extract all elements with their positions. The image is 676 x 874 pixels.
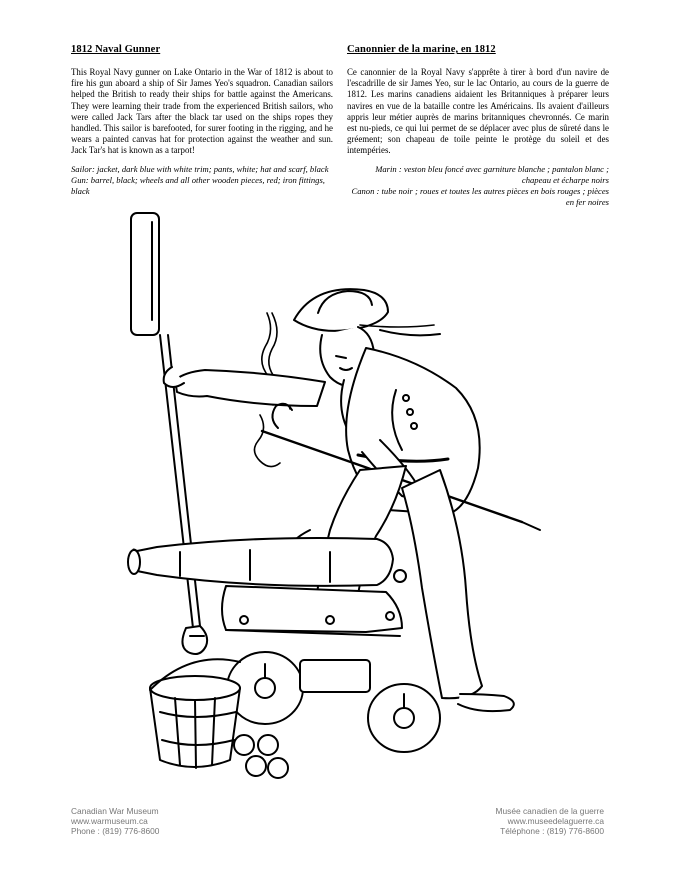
english-body-text: This Royal Navy gunner on Lake Ontario in the War of 1812 is about to fire his gun aboard a ship of Sir James Yeo's squadron. Canadian sailors helped the British to ready their ships for battle against the Americans. They were learning their trade from the experienced British sailors, who were called Jack Tars after the black tar used on the ships ropes they handled. This sailor is barefooted, for surer footing in the rigging, and he wears a painted canvas hat for protection against the weather and sun. Jack Tar's hat is known as a tarpot! [71,67,333,156]
rammer-staff [131,213,207,654]
museum-phone-en: Phone : (819) 776-8600 [71,826,160,836]
english-title: 1812 Naval Gunner [71,44,161,55]
sailor [164,289,540,711]
french-title: Canonnier de la marine, en 1812 [347,44,496,55]
museum-url-en[interactable]: www.warmuseum.ca [71,816,148,826]
footer-english [71,806,159,836]
french-sailor-colors: Marin : veston bleu foncé avec garniture blanche ; pantalon blanc ; chapeau et écharpe noirs [375,163,609,185]
museum-phone-fr: Téléphone : (819) 776-8600 [500,826,604,836]
cannonballs [234,735,288,778]
english-sailor-colors: Sailor: jacket, dark blue with white trim; pants, white; hat and scarf, black [71,163,329,174]
french-body-text: Ce canonnier de la Royal Navy s'apprête à tirer à bord d'un navire de l'escadrille de sir James Yeo, sur le lac Ontario, au cours de la guerre de 1812. Les marins canadiens aidaient les Britanniques à préparer leurs navires en vue de la bataille contre les Américains. Ils avaient d'ailleurs appris leur métier auprès de marins britanniques chevronnés. Ce marin est nu-pieds, ce qui lui permet de se déplacer avec plus de sûreté dans le gréement; son chapeau de toile peinte le protège du soleil et des intempéries. [347,67,609,156]
english-gun-colors: Gun: barrel, black; wheels and all other wooden pieces, red; iron fittings, black [71,174,325,197]
museum-name-en: Canadian War Museum [71,806,159,816]
french-gun-colors: Canon : tube noir ; roues et toutes les autres pièces en bois rouges ; pièces en fer noires [351,186,609,208]
water-bucket [150,659,240,768]
footer-french [496,806,604,836]
museum-url-fr[interactable]: www.museedelaguerre.ca [507,816,604,826]
museum-name-fr: Musée canadien de la guerre [495,806,604,816]
